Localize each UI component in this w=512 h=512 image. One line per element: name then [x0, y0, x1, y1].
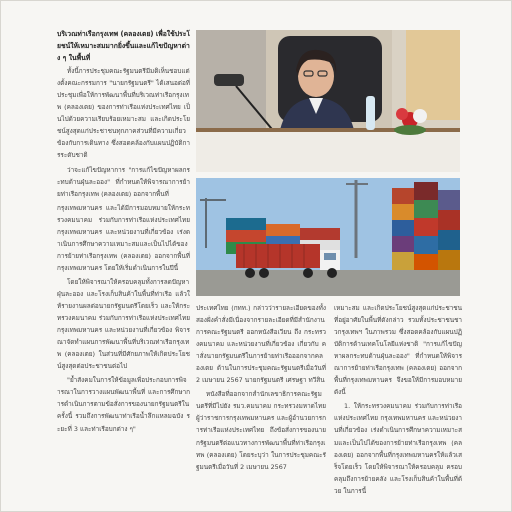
paragraph: "ย้ำสังคมในการให้ข้อมูลเพื่อประกอบการพิจารณาในการวางแผนพัฒนาพื้นที่ และการศึกษาการดำเนินการตามข้อสั่งการของนายกรัฐมนตรีในครั้งนี้ รวมถึงการพัฒนาท่าเรือน้ำลึกแหลมฉบัง ระยะที่ 3 และท่าเรือบกต่าง ๆ" [57, 376, 190, 433]
article-headline: บริเวณท่าเรือกรุงเทพ (คลองเตย) เพื่อใช้ประโยชน์ให้เหมาะสมมากยิ่งขึ้นและแก้ไขปัญหาต่าง ๆ ในพื้นที่ [57, 30, 190, 63]
paragraph: ประเทศไทย (กทท.) กล่าวว่ารายละเอียดของทั้งสองฝั่งคำสั่งมีเนื่องจากรายละเอียดที่มีสำนักงานการคณะรัฐมนตรี ออกหนังสือเวียน ถึง กระทรวงคมนาคม และหน่วยงานที่เกี่ยวข้อง เกี่ยวกับ คำสั่งนายกรัฐมนตรีในการย้ายท่าเรือออกจากคลองเตย ด้านในการประชุมคณะรัฐมนตรีเมื่อวันที่ 2 เมษายน 2567 นายกรัฐมนตรี เศรษฐา ทวีสิน [196, 304, 326, 385]
paragraph: หนังสือที่ออกจากสำนักเลขาธิการคณะรัฐมนตรีที่มีไปยัง รมว.คมนาคม กระทรวงมหาดไทย ผู้ว่าราชการกรุงเทพมหานคร และผู้อำนวยการการท่าเรือแห่งประเทศไทย ถึงข้อสั่งการของนายกรัฐมนตรีต่อแนวทางการพัฒนาพื้นที่ท่าเรือกรุงเทพ (คลองเตย) โดยระบุว่า ในการประชุมคณะรัฐมนตรีเมื่อวันที่ 2 เมษายน 2567 [196, 390, 326, 471]
right-column [334, 302, 462, 512]
port-photo-image [196, 178, 460, 296]
paragraph: เหมาะสม และเกิดประโยชน์สูงสุดแก่ประชาชนที่อยู่อาศัยในพื้นที่ดังกล่าว รวมทั้งประชาชนชาวกรุงเทพฯ ในภาพรวม ซึ่งสอดคล้องกับแผนปฏิบัติการด้านเทคโนโลยีแห่งชาติ "การแก้ไขปัญหาผลกระทบด้านฝุ่นละออง" ที่กำหนดให้พิจารณาการย้ายท่าเรือกรุงเทพ (คลองเตย) ออกจากพื้นที่กรุงเทพมหานคร จึงขอให้มีการมอบหมายดังนี้ [334, 304, 462, 397]
paragraph: โดยให้พิจารณาให้ครอบคลุมทั้งการลดปัญหาฝุ่นละออง และโรงเก็บสินค้าในพื้นที่ท่าเรือ แล้วให้รายงานผลต่อนายกรัฐมนตรีโดยเร็ว และให้กระทรวงคมนาคม ร่วมกับการท่าเรือแห่งประเทศไทย กรุงเทพมหานคร และหน่วยงานที่เกี่ยวข้อง พิจารณาจัดทำแผนการพัฒนาพื้นที่บริเวณท่าเรือกรุงเทพ (คลองเตย) ในส่วนที่มีศักยภาพให้เกิดประโยชน์สูงสุดต่อประชาชนต่อไป [57, 277, 190, 371]
paragraph: 1. ให้กระทรวงคมนาคม ร่วมกับการท่าเรือแห่งประเทศไทย กรุงเทพมหานคร และหน่วยงานที่เกี่ยวข้อง เร่งดำเนินการศึกษาความเหมาะสมและเป็นไปได้ของการย้ายท่าเรือกรุงเทพ (คลองเตย) ออกจากพื้นที่กรุงเทพมหานครให้แล้วเสร็จโดยเร็ว โดยให้พิจารณาให้ครอบคลุม ครอบคลุมถึงการย้ายคลัง และโรงเก็บสินค้าในพื้นที่ด้วย ในการนี้ [334, 402, 462, 495]
port-photo [196, 178, 460, 296]
meeting-photo [196, 30, 460, 172]
paragraph: กรุงเทพมหานคร และได้มีการมอบหมายให้กระทรวงคมนาคม ร่วมกับการท่าเรือแห่งประเทศไทย กรุงเทพมหานคร และหน่วยงานที่เกี่ยวข้อง เร่งดำเนินการศึกษาความเหมาะสมและเป็นไปได้ของการย้ายท่าเรือกรุงเทพ (คลองเตย) ออกจากพื้นที่กรุงเทพมหานคร โดยให้เริ่มดำเนินการในปีนี้ [57, 203, 190, 272]
middle-column [196, 302, 326, 512]
meeting-photo-image [196, 30, 460, 172]
paragraph: ว่าจะแก้ไขปัญหาการ "การแก้ไขปัญหาผลกระทบด้านฝุ่นละออง" ที่กำหนดให้พิจารณาการย้ายท่าเรือกรุงเทพ (คลองเตย) ออกจากพื้นที่ [57, 165, 190, 198]
paragraph: ทั้งนี้การประชุมคณะรัฐมนตรีมีมติเห็นชอบแต่งตั้งคณะกรรมการ "นายกรัฐมนตรี" ได้เสนอต่อที่ประชุมเพื่อให้การพัฒนาพื้นที่บริเวณท่าเรือกรุงเทพ (คลองเตย) ของการท่าเรือแห่งประเทศไทย เป็นไปด้วยความเรียบร้อยเหมาะสม และเกิดประโยชน์สูงสุดแก่ประชาชนทุกภาคส่วนที่มีความเกี่ยวข้องกับการเดินทาง ซึ่งสอดคล้องกับแผนปฏิบัติการระดับชาติ [57, 67, 190, 160]
left-column [57, 28, 190, 512]
